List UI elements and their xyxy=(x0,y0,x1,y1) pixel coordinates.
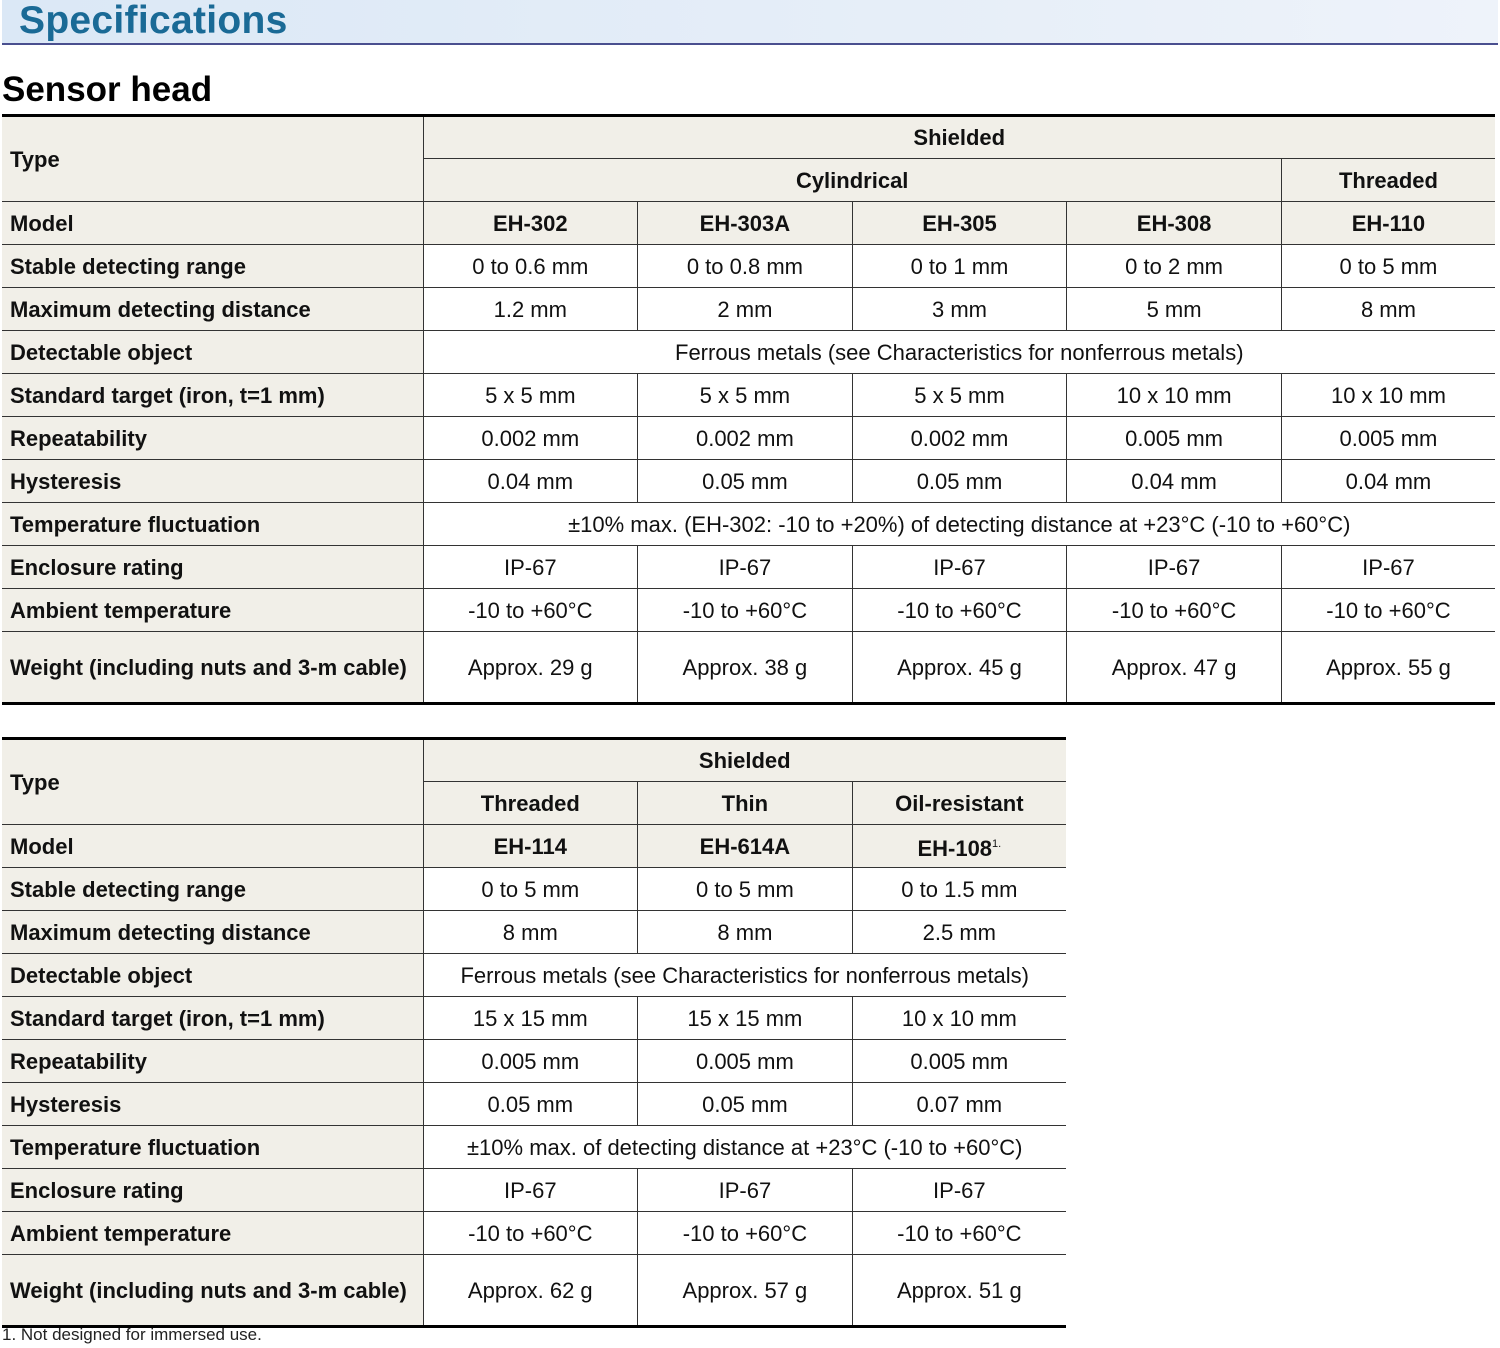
table-row xyxy=(2,589,1495,632)
value-cell: Approx. 38 g xyxy=(638,632,853,704)
model-cell: EH-305 xyxy=(852,202,1067,245)
row-label: Ambient temperature xyxy=(2,1212,423,1255)
value-cell: -10 to +60°C xyxy=(852,589,1067,632)
table-row xyxy=(2,739,1066,782)
value-cell: Approx. 29 g xyxy=(423,632,638,704)
value-cell: 8 mm xyxy=(423,911,638,954)
cylindrical-header: Cylindrical xyxy=(423,159,1281,202)
value-cell: 0 to 5 mm xyxy=(1281,245,1495,288)
row-label: Hysteresis xyxy=(2,1083,423,1126)
spec-table-1 xyxy=(2,114,1495,705)
model-label: Model xyxy=(2,202,423,245)
value-cell: Approx. 62 g xyxy=(423,1255,638,1327)
value-cell: 0.002 mm xyxy=(423,417,638,460)
row-label: Repeatability xyxy=(2,417,423,460)
value-cell: 0.005 mm xyxy=(638,1040,853,1083)
value-cell: 0.005 mm xyxy=(852,1040,1066,1083)
value-cell: Approx. 55 g xyxy=(1281,632,1495,704)
value-cell: IP-67 xyxy=(638,546,853,589)
threaded-header: Threaded xyxy=(1281,159,1495,202)
value-cell: 0 to 2 mm xyxy=(1067,245,1282,288)
value-cell: Approx. 47 g xyxy=(1067,632,1282,704)
table-row xyxy=(2,374,1495,417)
table-row xyxy=(2,460,1495,503)
value-cell: -10 to +60°C xyxy=(1067,589,1282,632)
row-label: Temperature fluctuation xyxy=(2,1126,423,1169)
model-cell: EH-308 xyxy=(1067,202,1282,245)
row-label: Stable detecting range xyxy=(2,868,423,911)
table-row xyxy=(2,1126,1066,1169)
value-cell: 0.05 mm xyxy=(423,1083,638,1126)
value-cell: Ferrous metals (see Characteristics for nonferrous metals) xyxy=(423,954,1066,997)
value-cell: 8 mm xyxy=(1281,288,1495,331)
model-name: EH-108 xyxy=(917,835,993,861)
row-label: Standard target (iron, t=1 mm) xyxy=(2,374,423,417)
table-row xyxy=(2,1083,1066,1126)
value-cell: 0.002 mm xyxy=(638,417,853,460)
value-cell: 0.002 mm xyxy=(852,417,1067,460)
value-cell: 0.04 mm xyxy=(1067,460,1282,503)
table-row xyxy=(2,116,1495,159)
model-cell: EH-114 xyxy=(423,825,638,868)
value-cell: -10 to +60°C xyxy=(1281,589,1495,632)
value-cell: 0.005 mm xyxy=(1067,417,1282,460)
value-cell: Approx. 57 g xyxy=(638,1255,853,1327)
model-label: Model xyxy=(2,825,423,868)
row-label: Stable detecting range xyxy=(2,245,423,288)
table-row xyxy=(2,1169,1066,1212)
shielded-header: Shielded xyxy=(423,739,1066,782)
value-cell: 0.005 mm xyxy=(423,1040,638,1083)
value-cell: 0.05 mm xyxy=(852,460,1067,503)
table-row xyxy=(2,632,1495,704)
value-cell: -10 to +60°C xyxy=(852,1212,1066,1255)
value-cell: 5 mm xyxy=(1067,288,1282,331)
value-cell: 0 to 0.8 mm xyxy=(638,245,853,288)
value-cell: 2 mm xyxy=(638,288,853,331)
value-cell: -10 to +60°C xyxy=(638,1212,853,1255)
value-cell: 5 x 5 mm xyxy=(638,374,853,417)
row-label: Weight (including nuts and 3-m cable) xyxy=(2,1255,423,1327)
row-label: Detectable object xyxy=(2,954,423,997)
table-row xyxy=(2,1040,1066,1083)
value-cell: 0 to 1 mm xyxy=(852,245,1067,288)
row-label: Standard target (iron, t=1 mm) xyxy=(2,997,423,1040)
value-cell: ±10% max. of detecting distance at +23°C (-10 to +60°C) xyxy=(423,1126,1066,1169)
table-row xyxy=(2,1255,1066,1327)
subtype-header: Oil-resistant xyxy=(852,782,1066,825)
table-row xyxy=(2,503,1495,546)
value-cell: 0 to 0.6 mm xyxy=(423,245,638,288)
value-cell: IP-67 xyxy=(852,1169,1066,1212)
value-cell: 10 x 10 mm xyxy=(1067,374,1282,417)
model-cell: EH-110 xyxy=(1281,202,1495,245)
value-cell: IP-67 xyxy=(423,1169,638,1212)
value-cell: 5 x 5 mm xyxy=(423,374,638,417)
value-cell: 1.2 mm xyxy=(423,288,638,331)
model-cell: EH-303A xyxy=(638,202,853,245)
value-cell: 0.04 mm xyxy=(1281,460,1495,503)
row-label: Detectable object xyxy=(2,331,423,374)
subtype-header: Thin xyxy=(638,782,853,825)
model-cell xyxy=(852,825,1066,868)
section-title: Sensor head xyxy=(2,70,213,109)
value-cell: -10 to +60°C xyxy=(638,589,853,632)
value-cell: 10 x 10 mm xyxy=(852,997,1066,1040)
table-row xyxy=(2,868,1066,911)
row-label: Maximum detecting distance xyxy=(2,911,423,954)
type-label: Type xyxy=(2,116,423,202)
model-row xyxy=(2,825,1066,868)
value-cell: -10 to +60°C xyxy=(423,1212,638,1255)
value-cell: Ferrous metals (see Characteristics for nonferrous metals) xyxy=(423,331,1495,374)
specifications-banner xyxy=(2,0,1498,45)
subtype-header: Threaded xyxy=(423,782,638,825)
value-cell: Approx. 51 g xyxy=(852,1255,1066,1327)
value-cell: IP-67 xyxy=(1281,546,1495,589)
row-label: Maximum detecting distance xyxy=(2,288,423,331)
value-cell: IP-67 xyxy=(852,546,1067,589)
value-cell: IP-67 xyxy=(1067,546,1282,589)
value-cell: 15 x 15 mm xyxy=(423,997,638,1040)
value-cell: 0 to 5 mm xyxy=(638,868,853,911)
value-cell: 0 to 5 mm xyxy=(423,868,638,911)
value-cell: 0.05 mm xyxy=(638,1083,853,1126)
value-cell: 0.05 mm xyxy=(638,460,853,503)
model-row xyxy=(2,202,1495,245)
table-row xyxy=(2,288,1495,331)
value-cell: 2.5 mm xyxy=(852,911,1066,954)
table-row xyxy=(2,911,1066,954)
page-title: Specifications xyxy=(19,0,288,42)
row-label: Ambient temperature xyxy=(2,589,423,632)
value-cell: 5 x 5 mm xyxy=(852,374,1067,417)
table-row xyxy=(2,954,1066,997)
value-cell: 0 to 1.5 mm xyxy=(852,868,1066,911)
row-label: Weight (including nuts and 3-m cable) xyxy=(2,632,423,704)
footnote: 1. Not designed for immersed use. xyxy=(2,1325,262,1344)
table-row xyxy=(2,331,1495,374)
row-label: Enclosure rating xyxy=(2,546,423,589)
value-cell: Approx. 45 g xyxy=(852,632,1067,704)
spec-table-2 xyxy=(2,737,1066,1328)
value-cell: IP-67 xyxy=(638,1169,853,1212)
value-cell: 3 mm xyxy=(852,288,1067,331)
footnote-mark: 1. xyxy=(992,837,1002,850)
value-cell: 0.07 mm xyxy=(852,1083,1066,1126)
value-cell: 0.04 mm xyxy=(423,460,638,503)
type-label: Type xyxy=(2,739,423,825)
value-cell: IP-67 xyxy=(423,546,638,589)
table-row xyxy=(2,1212,1066,1255)
value-cell: 0.005 mm xyxy=(1281,417,1495,460)
value-cell: 8 mm xyxy=(638,911,853,954)
value-cell: 10 x 10 mm xyxy=(1281,374,1495,417)
row-label: Hysteresis xyxy=(2,460,423,503)
model-cell: EH-614A xyxy=(638,825,853,868)
shielded-header: Shielded xyxy=(423,116,1495,159)
value-cell: ±10% max. (EH-302: -10 to +20%) of detecting distance at +23°C (-10 to +60°C) xyxy=(423,503,1495,546)
row-label: Enclosure rating xyxy=(2,1169,423,1212)
row-label: Repeatability xyxy=(2,1040,423,1083)
value-cell: -10 to +60°C xyxy=(423,589,638,632)
table-row xyxy=(2,997,1066,1040)
table-row xyxy=(2,417,1495,460)
model-cell: EH-302 xyxy=(423,202,638,245)
row-label: Temperature fluctuation xyxy=(2,503,423,546)
value-cell: 15 x 15 mm xyxy=(638,997,853,1040)
table-row xyxy=(2,546,1495,589)
table-row xyxy=(2,245,1495,288)
